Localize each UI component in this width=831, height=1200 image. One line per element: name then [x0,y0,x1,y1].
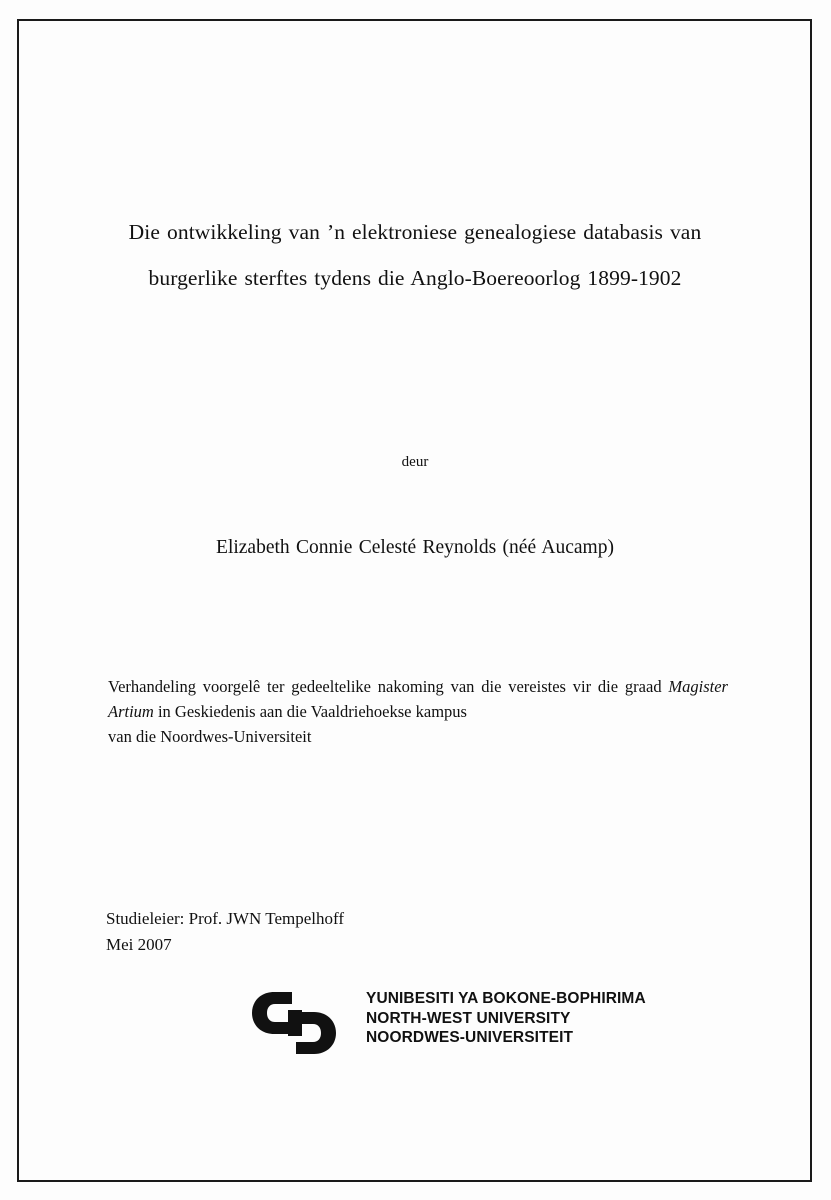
degree-statement-line-3: van die Noordwes-Universiteit [108,727,312,746]
logo-text-line-1: YUNIBESITI YA BOKONE-BOPHIRIMA [366,990,646,1007]
degree-statement-line-2-pre: graad [624,677,669,696]
supervisor-line: Studieleier: Prof. JWN Tempelhoff [106,909,345,928]
university-logo-text [366,989,646,1048]
university-logo [248,984,648,1064]
title-line-1: Die ontwikkeling van ’n elektroniese genealogiese databasis van [128,220,702,244]
north-west-university-logo-mark [248,988,360,1058]
author-name: Elizabeth Connie Celesté Reynolds (néé Aucamp) [216,537,614,558]
degree-name-italic: Magister Artium [108,677,728,721]
supervisor-and-date [106,906,706,958]
degree-statement-line-1: Verhandeling voorgelê ter gedeeltelike nakoming van die vereistes vir die [108,677,619,696]
degree-statement-line-2-post: in Geskiedenis aan die Vaaldriehoekse kampus [153,702,467,721]
degree-statement [108,674,728,749]
document-title [100,209,730,301]
title-line-2: burgerlike sterftes tydens die Anglo-Boereoorlog 1899-1902 [148,266,682,290]
logo-text-line-3: NOORDWES-UNIVERSITEIT [366,1029,574,1046]
date-line: Mei 2007 [106,935,172,954]
title-page-content [100,19,730,1182]
logo-text-line-2: NORTH-WEST UNIVERSITY [366,1009,571,1027]
by-word-label: deur [401,454,429,470]
